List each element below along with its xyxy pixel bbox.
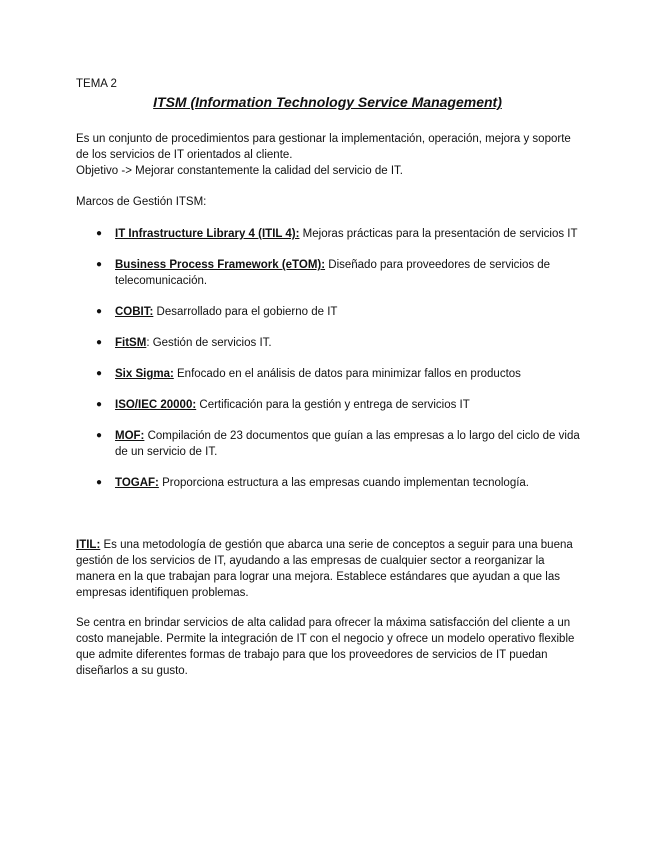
- framework-description: Mejoras prácticas para la presentación de servicios IT: [299, 228, 578, 240]
- topic-label: TEMA 2: [76, 78, 117, 90]
- framework-name: MOF:: [115, 430, 145, 442]
- list-item-six-sigma: [76, 366, 586, 382]
- itil-description: Es una metodología de gestión que abarca una serie de conceptos a seguir para una buena gestión de los servicios de IT, ayudando a las empresas de cualquier sector a reorganizar la manera en la que trabajan para lograr una mejora. Establece estándares que ayudan a que las empresas identifiquen problemas.: [76, 539, 573, 599]
- closing-paragraph: [76, 615, 576, 679]
- bullet-icon: ●: [96, 306, 103, 317]
- closing-text: Se centra en brindar servicios de alta calidad para ofrecer la máxima satisfacción del cliente a un costo manejable. Permite la integración de IT con el negocio y ofrece un modelo operativo flexible que admite diferentes formas de trabajo para que los proveedores de servicios de IT puedan diseñarlos a su gusto.: [76, 617, 575, 677]
- bullet-icon: ●: [96, 430, 103, 441]
- list-item-itil4: [76, 226, 586, 242]
- itil-term: ITIL:: [76, 539, 101, 551]
- list-item-iso-iec-20000: [76, 397, 586, 413]
- frameworks-heading: Marcos de Gestión ITSM:: [76, 196, 207, 208]
- page-title: ITSM (Information Technology Service Management): [153, 94, 502, 110]
- bullet-icon: ●: [96, 399, 103, 410]
- framework-description: Certificación para la gestión y entrega de servicios IT: [196, 399, 470, 411]
- framework-description: : Gestión de servicios IT.: [146, 337, 272, 349]
- framework-description: Enfocado en el análisis de datos para minimizar fallos en productos: [173, 368, 521, 380]
- framework-name: ISO/IEC 20000:: [115, 399, 197, 411]
- framework-description: Compilación de 23 documentos que guían a las empresas a lo largo del ciclo de vida de un servicio de IT.: [115, 430, 580, 458]
- intro-objective: Objetivo -> Mejorar constantemente la calidad del servicio de IT.: [76, 165, 403, 177]
- framework-description: Proporciona estructura a las empresas cuando implementan tecnología.: [158, 477, 529, 489]
- list-item-cobit: [76, 304, 586, 320]
- bullet-icon: ●: [96, 228, 103, 239]
- list-item-fitsm: [76, 335, 586, 351]
- intro-paragraph: [76, 131, 576, 179]
- framework-name: Business Process Framework (eTOM):: [115, 259, 326, 271]
- list-item-togaf: [76, 475, 586, 491]
- itil-paragraph: [76, 537, 576, 601]
- framework-description: Diseñado para proveedores de servicios de telecomunicación.: [115, 259, 551, 287]
- bullet-icon: ●: [96, 259, 103, 270]
- bullet-icon: ●: [96, 337, 103, 348]
- bullet-icon: ●: [96, 368, 103, 379]
- framework-name: COBIT:: [115, 306, 154, 318]
- list-item-mof: [76, 428, 586, 460]
- list-item-etom: [76, 257, 586, 289]
- framework-description: Desarrollado para el gobierno de IT: [153, 306, 338, 318]
- itil-text: [76, 537, 576, 601]
- framework-name: IT Infrastructure Library 4 (ITIL 4):: [115, 228, 300, 240]
- framework-name: Six Sigma:: [115, 368, 174, 380]
- intro-definition: Es un conjunto de procedimientos para gestionar la implementación, operación, mejora y soporte de los servicios de IT orientados al cliente.: [76, 133, 571, 161]
- framework-name: TOGAF:: [115, 477, 159, 489]
- bullet-icon: ●: [96, 477, 103, 488]
- frameworks-list: [76, 226, 586, 491]
- framework-name: FitSM: [115, 337, 147, 349]
